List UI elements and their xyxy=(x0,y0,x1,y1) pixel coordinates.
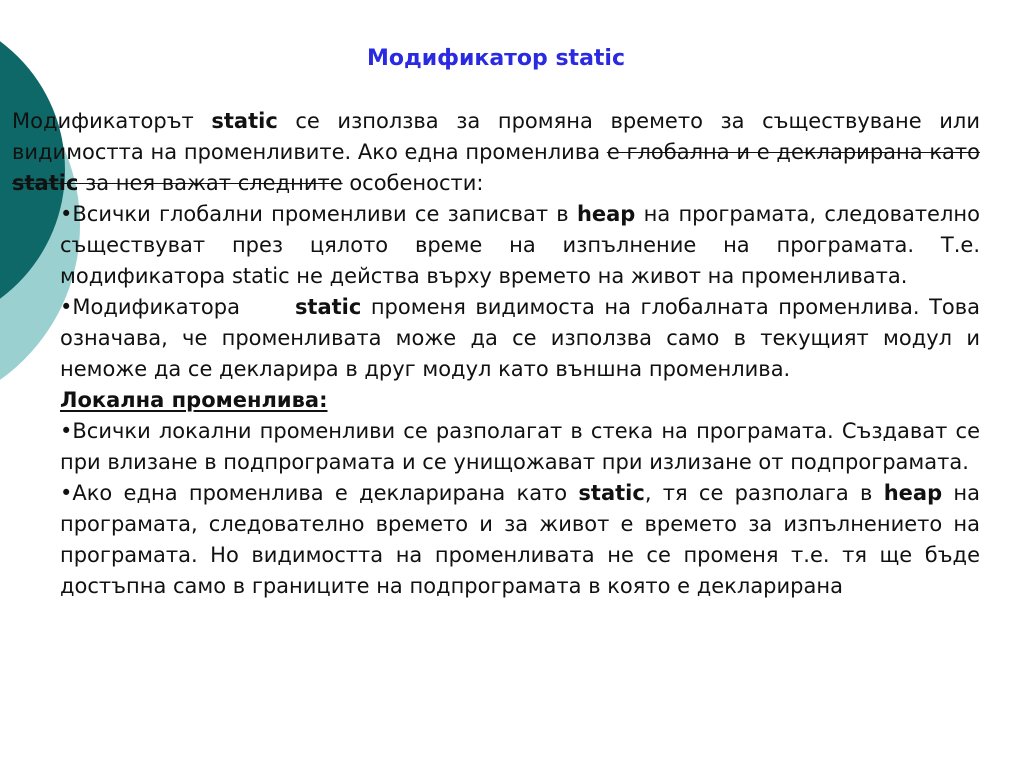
bullet-text: •Всички глобални променливи се записват в xyxy=(60,202,577,226)
global-bullets xyxy=(60,199,980,602)
bullet-text: , тя се разполага в xyxy=(644,481,884,505)
local-variable-heading: Локална променлива: xyxy=(60,388,328,412)
bullet-text: •Ако една променлива е декларирана като xyxy=(60,481,579,505)
intro-paragraph xyxy=(12,106,980,199)
slide-title: Модификатор static xyxy=(366,46,626,71)
keyword-static: static xyxy=(294,295,362,319)
intro-text-2: се използва за промяна времето за съществуване или видимостта на променливите. Ако една променлива xyxy=(12,109,980,164)
bullet-text: на програмата, следователно времето и за живот е времето за изпълнението на програмата. Но видимостта на променливата не се променя т.е. тя ще бъде достъпна само в границите на подпрограмата в която е декларирана xyxy=(60,481,980,598)
slide-content xyxy=(12,106,980,602)
keyword-heap: heap xyxy=(883,481,943,505)
keyword-heap: heap xyxy=(576,202,636,226)
intro-text-4: за нея важат следните xyxy=(78,171,343,195)
bullet-global-heap xyxy=(60,199,980,292)
intro-keyword-static: static xyxy=(211,109,278,133)
bullet-text: •Модификатора xyxy=(60,295,259,319)
bullet-global-visibility xyxy=(60,292,980,385)
bullet-text: променя видимоста на глобалната променлива. Това означава, че променливата може да се използва само в текущият модул и неможе да се декларира в друг модул като външна променлива. xyxy=(60,295,980,381)
intro-text-3: е глобална и е декларирана като xyxy=(606,140,980,164)
intro-keyword-static-2: static xyxy=(12,171,79,195)
bullet-local-stack: •Всички локални променливи се разполагат в стека на програмата. Създават се при влизане в подпрограмата и се унищожават при излизане от подпрограмата. xyxy=(60,419,980,474)
keyword-static: static xyxy=(578,481,645,505)
bullet-local-static xyxy=(60,478,980,602)
intro-text-5: особености: xyxy=(342,171,484,195)
bullet-text: на програмата, следователно съществуват през цялото време на изпълнение на програмата. Т.е. модификатора static не действа върху времето на живот на променливата. xyxy=(60,202,980,288)
intro-text-1: Модификаторът xyxy=(12,109,212,133)
